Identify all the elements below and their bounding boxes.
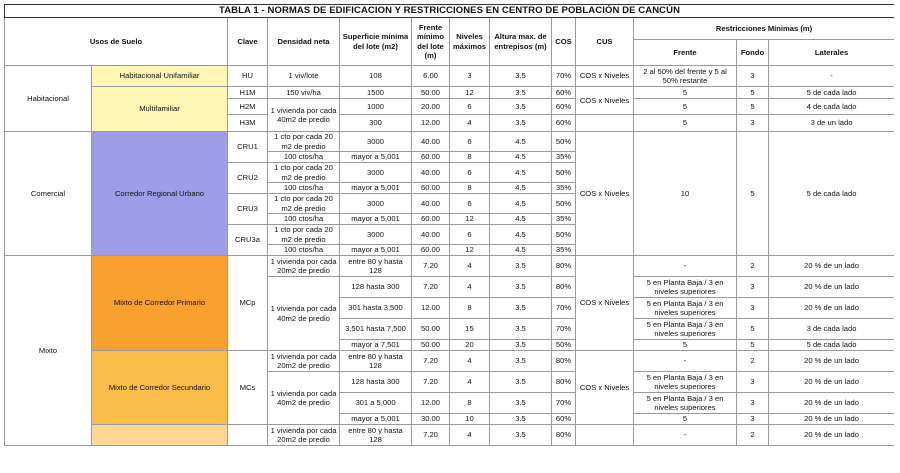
cell-rest-laterales: 5 de cada lado bbox=[769, 132, 895, 256]
header-densidad: Densidad neta bbox=[268, 18, 340, 66]
cell-superficie: 1500 bbox=[340, 87, 412, 99]
header-altura: Altura max. de entrepisos (m) bbox=[490, 18, 552, 66]
cell-cos: 50% bbox=[552, 194, 576, 214]
cell-niveles: 4 bbox=[450, 351, 490, 372]
cell-rest-frente: 5 en Planta Baja / 3 en niveles superiores bbox=[634, 319, 737, 340]
cell-rest-frente: 5 bbox=[634, 99, 737, 115]
cell-densidad: 1 vivienda por cada 20m2 de predio bbox=[268, 351, 340, 372]
cell-frente-lote: 50.00 bbox=[412, 87, 450, 99]
cell-cos: 70% bbox=[552, 319, 576, 340]
cell-frente-lote: 20.00 bbox=[412, 99, 450, 115]
cell-cus bbox=[576, 425, 634, 446]
cell-superficie: mayor a 5,001 bbox=[340, 414, 412, 425]
cell-frente-lote: 60.00 bbox=[412, 245, 450, 256]
cell-niveles: 6 bbox=[450, 99, 490, 115]
table-row bbox=[5, 132, 895, 152]
cell-superficie: entre 80 y hasta 128 bbox=[340, 351, 412, 372]
cell-rest-frente: 5 en Planta Baja / 3 en niveles superiores bbox=[634, 298, 737, 319]
cell-superficie: 3000 bbox=[340, 163, 412, 183]
cell-rest-laterales: 3 de cada lado bbox=[769, 319, 895, 340]
header-frente-lote: Frente mínimo del lote (m) bbox=[412, 18, 450, 66]
cell-altura: 4.5 bbox=[490, 152, 552, 163]
cell-altura: 3.5 bbox=[490, 298, 552, 319]
cell-densidad: 100 ctos/ha bbox=[268, 245, 340, 256]
group-habitacional: Habitacional bbox=[5, 66, 92, 132]
subgroup-mixto-tercero bbox=[92, 425, 228, 446]
cell-rest-laterales: 4 de cada lado bbox=[769, 99, 895, 115]
cell-niveles: 4 bbox=[450, 256, 490, 277]
header-frente: Frente bbox=[634, 40, 737, 66]
cell-densidad: 1 cto por cada 20 m2 de predio bbox=[268, 225, 340, 245]
cell-densidad: 1 cto por cada 20 m2 de predio bbox=[268, 132, 340, 152]
cell-rest-fondo: 3 bbox=[737, 372, 769, 393]
cell-cos: 60% bbox=[552, 99, 576, 115]
subgroup-mixto-primario: Mixto de Corredor Primario bbox=[92, 256, 228, 351]
cell-cos: 60% bbox=[552, 414, 576, 425]
group-comercial: Comercial bbox=[5, 132, 92, 256]
table-title: TABLA 1 - NORMAS DE EDIFICACION Y RESTRICCIONES EN CENTRO DE POBLACIÓN DE CANCÚN bbox=[5, 5, 895, 18]
subgroup-multifamiliar: Multifamiliar bbox=[92, 87, 228, 132]
cell-cos: 50% bbox=[552, 163, 576, 183]
cell-cus: COS x Niveles bbox=[576, 351, 634, 425]
cell-densidad: 1 vivienda por cada 40m2 de predio bbox=[268, 277, 340, 351]
cell-densidad: 1 cto por cada 20 m2 de predio bbox=[268, 163, 340, 183]
cell-rest-laterales: 20 % de un lado bbox=[769, 351, 895, 372]
cell-niveles: 8 bbox=[450, 298, 490, 319]
cell-densidad: 1 vivienda por cada 40m2 de predio bbox=[268, 99, 340, 132]
cell-altura: 3.5 bbox=[490, 393, 552, 414]
cell-altura: 4.5 bbox=[490, 194, 552, 214]
cell-superficie: 3000 bbox=[340, 132, 412, 152]
cell-cus: COS x Niveles bbox=[576, 132, 634, 256]
cell-frente-lote: 30.00 bbox=[412, 414, 450, 425]
cell-niveles: 8 bbox=[450, 152, 490, 163]
cell-niveles: 6 bbox=[450, 132, 490, 152]
cell-cos: 60% bbox=[552, 115, 576, 132]
cell-cus: COS x Niveles bbox=[576, 256, 634, 351]
cell-niveles: 20 bbox=[450, 340, 490, 351]
cell-frente-lote: 12.00 bbox=[412, 393, 450, 414]
cell-frente-lote: 12.00 bbox=[412, 115, 450, 132]
cell-frente-lote: 40.00 bbox=[412, 163, 450, 183]
cell-cos: 70% bbox=[552, 66, 576, 87]
cell-rest-laterales: 20 % de un lado bbox=[769, 298, 895, 319]
cell-rest-laterales: 20 % de un lado bbox=[769, 277, 895, 298]
header-laterales: Laterales bbox=[769, 40, 895, 66]
cell-niveles: 12 bbox=[450, 87, 490, 99]
cell-frente-lote: 60.00 bbox=[412, 152, 450, 163]
cell-rest-frente: 5 bbox=[634, 87, 737, 99]
cell-rest-laterales: 5 de cada lado bbox=[769, 340, 895, 351]
cell-rest-frente: - bbox=[634, 425, 737, 446]
cell-densidad: 100 ctos/ha bbox=[268, 183, 340, 194]
header-usos: Usos de Suelo bbox=[5, 18, 228, 66]
cell-superficie: 3,501 hasta 7,500 bbox=[340, 319, 412, 340]
cell-superficie: 108 bbox=[340, 66, 412, 87]
cell-niveles: 12 bbox=[450, 245, 490, 256]
cell-niveles: 4 bbox=[450, 277, 490, 298]
cell-cos: 35% bbox=[552, 245, 576, 256]
cell-clave: CRU3a bbox=[228, 225, 268, 256]
header-niveles: Niveles máximos bbox=[450, 18, 490, 66]
header-restricciones: Restricciones Mínimas (m) bbox=[634, 18, 895, 40]
cell-rest-frente: 5 en Planta Baja / 3 en niveles superiores bbox=[634, 393, 737, 414]
cell-rest-fondo: 5 bbox=[737, 340, 769, 351]
cell-superficie: 1000 bbox=[340, 99, 412, 115]
cell-superficie: mayor a 5,001 bbox=[340, 245, 412, 256]
cell-altura: 3.5 bbox=[490, 319, 552, 340]
cell-altura: 3.5 bbox=[490, 256, 552, 277]
cell-altura: 4.5 bbox=[490, 183, 552, 194]
cell-densidad: 1 cto por cada 20 m2 de predio bbox=[268, 194, 340, 214]
cell-rest-fondo: 2 bbox=[737, 256, 769, 277]
cell-clave: HU bbox=[228, 66, 268, 87]
cell-altura: 3.5 bbox=[490, 351, 552, 372]
cell-rest-fondo: 3 bbox=[737, 66, 769, 87]
cell-superficie: 128 hasta 300 bbox=[340, 372, 412, 393]
cell-superficie: entre 80 y hasta 128 bbox=[340, 425, 412, 446]
cell-rest-frente: 2 al 50% del frente y 5 al 50% restante bbox=[634, 66, 737, 87]
cell-rest-laterales: 5 de cada lado bbox=[769, 87, 895, 99]
cell-rest-fondo: 3 bbox=[737, 414, 769, 425]
cell-frente-lote: 60.00 bbox=[412, 183, 450, 194]
cell-rest-fondo: 3 bbox=[737, 393, 769, 414]
cell-niveles: 6 bbox=[450, 163, 490, 183]
cell-superficie: mayor a 5,001 bbox=[340, 183, 412, 194]
subgroup-corredor-regional: Corredor Regional Urbano bbox=[92, 132, 228, 256]
cell-superficie: 3000 bbox=[340, 225, 412, 245]
cell-altura: 3.5 bbox=[490, 87, 552, 99]
cell-rest-frente: 5 bbox=[634, 340, 737, 351]
cell-rest-fondo: 3 bbox=[737, 115, 769, 132]
cell-clave: H1M bbox=[228, 87, 268, 99]
cell-frente-lote: 50.00 bbox=[412, 319, 450, 340]
cell-niveles: 6 bbox=[450, 225, 490, 245]
cell-rest-laterales: 3 de un lado bbox=[769, 115, 895, 132]
cell-rest-laterales: 20 % de un lado bbox=[769, 393, 895, 414]
cell-altura: 4.5 bbox=[490, 225, 552, 245]
cell-clave: H3M bbox=[228, 115, 268, 132]
cell-altura: 4.5 bbox=[490, 132, 552, 152]
cell-altura: 4.5 bbox=[490, 245, 552, 256]
cell-superficie: mayor a 5,001 bbox=[340, 152, 412, 163]
cell-cos: 80% bbox=[552, 351, 576, 372]
table-row bbox=[5, 256, 895, 277]
cell-cos: 50% bbox=[552, 225, 576, 245]
cell-superficie: 301 a 5,000 bbox=[340, 393, 412, 414]
cell-altura: 3.5 bbox=[490, 66, 552, 87]
cell-cus bbox=[576, 115, 634, 132]
cell-rest-laterales: 20 % de un lado bbox=[769, 372, 895, 393]
cell-altura: 3.5 bbox=[490, 99, 552, 115]
cell-altura: 3.5 bbox=[490, 277, 552, 298]
cell-frente-lote: 7.20 bbox=[412, 256, 450, 277]
cell-cos: 80% bbox=[552, 277, 576, 298]
cell-frente-lote: 40.00 bbox=[412, 132, 450, 152]
cell-rest-laterales: 20 % de un lado bbox=[769, 425, 895, 446]
cell-rest-fondo: 3 bbox=[737, 298, 769, 319]
cell-frente-lote: 40.00 bbox=[412, 194, 450, 214]
cell-frente-lote: 50.00 bbox=[412, 340, 450, 351]
table-row bbox=[5, 425, 895, 446]
table-row bbox=[5, 351, 895, 372]
cell-altura: 3.5 bbox=[490, 115, 552, 132]
cell-altura: 3.5 bbox=[490, 414, 552, 425]
cell-rest-fondo: 5 bbox=[737, 319, 769, 340]
cell-rest-frente: - bbox=[634, 351, 737, 372]
cell-superficie: 128 hasta 300 bbox=[340, 277, 412, 298]
cell-altura: 4.5 bbox=[490, 214, 552, 225]
cell-rest-frente: 5 en Planta Baja / 3 en niveles superiores bbox=[634, 372, 737, 393]
cell-rest-frente: 10 bbox=[634, 132, 737, 256]
cell-cos: 35% bbox=[552, 183, 576, 194]
cell-niveles: 4 bbox=[450, 115, 490, 132]
cell-niveles: 8 bbox=[450, 393, 490, 414]
cell-frente-lote: 7.20 bbox=[412, 351, 450, 372]
cell-rest-fondo: 5 bbox=[737, 99, 769, 115]
cell-altura: 3.5 bbox=[490, 372, 552, 393]
cell-superficie: 301 hasta 3,500 bbox=[340, 298, 412, 319]
cell-rest-fondo: 3 bbox=[737, 277, 769, 298]
cell-cos: 35% bbox=[552, 214, 576, 225]
cell-frente-lote: 7.20 bbox=[412, 277, 450, 298]
cell-niveles: 15 bbox=[450, 319, 490, 340]
cell-clave bbox=[228, 425, 268, 446]
cell-clave: MCp bbox=[228, 256, 268, 351]
cell-rest-frente: 5 bbox=[634, 414, 737, 425]
cell-frente-lote: 7.20 bbox=[412, 372, 450, 393]
cell-rest-frente: - bbox=[634, 256, 737, 277]
cell-cos: 80% bbox=[552, 256, 576, 277]
cell-cos: 80% bbox=[552, 372, 576, 393]
cell-frente-lote: 7.20 bbox=[412, 425, 450, 446]
header-cos: COS bbox=[552, 18, 576, 66]
cell-densidad: 100 ctos/ha bbox=[268, 214, 340, 225]
subgroup-hab-unifamiliar: Habitacional Unifamiliar bbox=[92, 66, 228, 87]
cell-altura: 3.5 bbox=[490, 340, 552, 351]
cell-clave: H2M bbox=[228, 99, 268, 115]
cell-niveles: 4 bbox=[450, 425, 490, 446]
header-clave: Clave bbox=[228, 18, 268, 66]
cell-cos: 70% bbox=[552, 298, 576, 319]
cell-superficie: entre 80 y hasta 128 bbox=[340, 256, 412, 277]
cell-niveles: 10 bbox=[450, 414, 490, 425]
cell-frente-lote: 40.00 bbox=[412, 225, 450, 245]
cell-niveles: 3 bbox=[450, 66, 490, 87]
cell-densidad: 1 vivienda por cada 40m2 de predio bbox=[268, 372, 340, 425]
cell-superficie: 3000 bbox=[340, 194, 412, 214]
cell-superficie: 300 bbox=[340, 115, 412, 132]
cell-rest-laterales: 20 % de un lado bbox=[769, 414, 895, 425]
cell-densidad: 150 viv/ha bbox=[268, 87, 340, 99]
cell-rest-fondo: 2 bbox=[737, 351, 769, 372]
cell-cos: 50% bbox=[552, 132, 576, 152]
cell-altura: 4.5 bbox=[490, 163, 552, 183]
table-container bbox=[4, 4, 894, 469]
normas-table bbox=[4, 4, 894, 446]
header-superficie: Superficie mínima del lote (m2) bbox=[340, 18, 412, 66]
cell-rest-fondo: 2 bbox=[737, 425, 769, 446]
cell-cus: COS x Niveles bbox=[576, 66, 634, 87]
cell-rest-laterales: 20 % de un lado bbox=[769, 256, 895, 277]
cell-cos: 35% bbox=[552, 152, 576, 163]
table-row bbox=[5, 87, 895, 99]
cell-densidad: 1 vivienda por cada 20m2 de predio bbox=[268, 425, 340, 446]
cell-clave: CRU2 bbox=[228, 163, 268, 194]
cell-cos: 50% bbox=[552, 340, 576, 351]
cell-cos: 80% bbox=[552, 425, 576, 446]
cell-altura: 3.5 bbox=[490, 425, 552, 446]
cell-superficie: mayor a 7,501 bbox=[340, 340, 412, 351]
cell-densidad: 1 vivienda por cada 20m2 de predio bbox=[268, 256, 340, 277]
cell-niveles: 6 bbox=[450, 194, 490, 214]
cell-frente-lote: 6.00 bbox=[412, 66, 450, 87]
cell-frente-lote: 60.00 bbox=[412, 214, 450, 225]
cell-niveles: 12 bbox=[450, 214, 490, 225]
header-fondo: Fondo bbox=[737, 40, 769, 66]
cell-clave: CRU3 bbox=[228, 194, 268, 225]
cell-clave: CRU1 bbox=[228, 132, 268, 163]
header-cus: CUS bbox=[576, 18, 634, 66]
cell-rest-frente: 5 bbox=[634, 115, 737, 132]
cell-densidad: 100 ctos/ha bbox=[268, 152, 340, 163]
cell-niveles: 4 bbox=[450, 372, 490, 393]
table-row bbox=[5, 66, 895, 87]
cell-rest-laterales: - bbox=[769, 66, 895, 87]
cell-cos: 60% bbox=[552, 87, 576, 99]
cell-rest-fondo: 5 bbox=[737, 132, 769, 256]
cell-frente-lote: 12.00 bbox=[412, 298, 450, 319]
cell-cus: COS x Niveles bbox=[576, 87, 634, 115]
cell-clave: MCs bbox=[228, 351, 268, 425]
cell-densidad: 1 viv/lote bbox=[268, 66, 340, 87]
cell-niveles: 8 bbox=[450, 183, 490, 194]
cell-rest-fondo: 5 bbox=[737, 87, 769, 99]
cell-superficie: mayor a 5,001 bbox=[340, 214, 412, 225]
subgroup-mixto-secundario: Mixto de Corredor Secundario bbox=[92, 351, 228, 425]
cell-cos: 70% bbox=[552, 393, 576, 414]
cell-rest-frente: 5 en Planta Baja / 3 en niveles superiores bbox=[634, 277, 737, 298]
group-mixto: Mixto bbox=[5, 256, 92, 446]
